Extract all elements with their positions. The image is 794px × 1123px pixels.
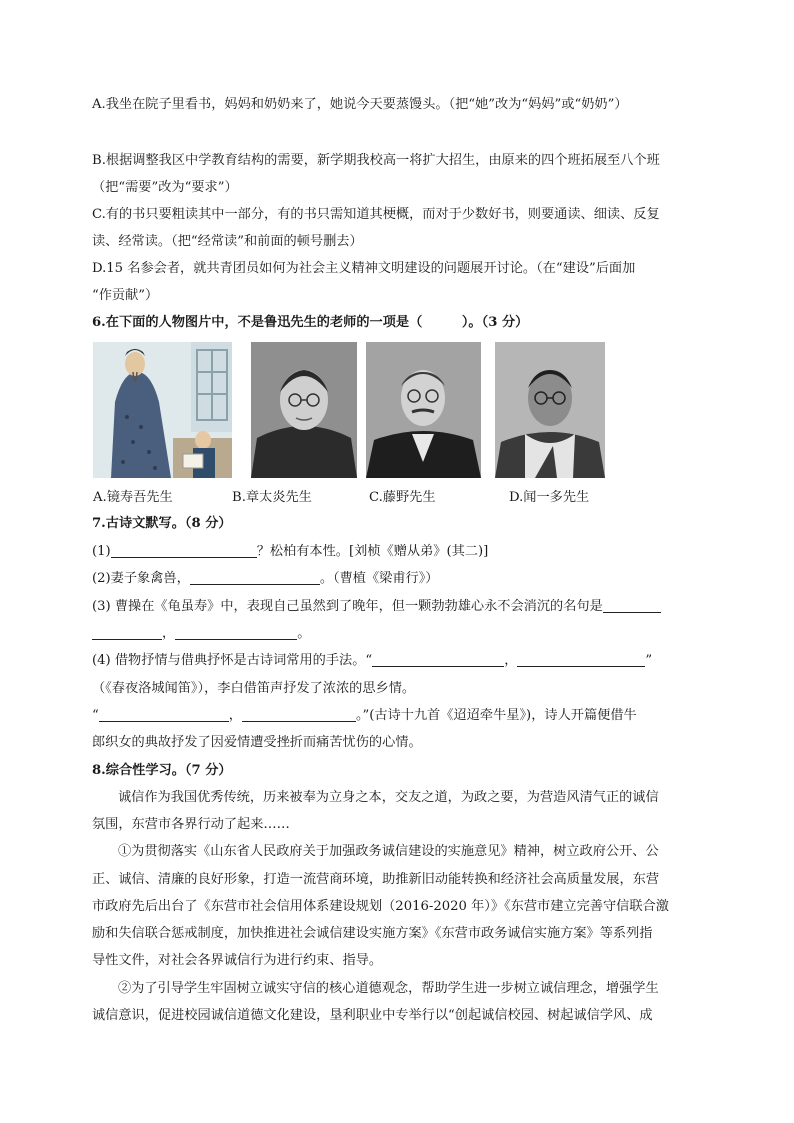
q7-line-1 <box>92 543 700 561</box>
q7-line-6 <box>92 707 700 725</box>
q7-line-4 <box>92 652 700 670</box>
answer-blank[interactable] <box>111 543 257 558</box>
q8-para-2-line3: 市政府先后出台了《东营市社会信用体系建设规划（2016-2020 年）》《东营市建立完善守信联合激 <box>92 899 669 914</box>
answer-blank[interactable] <box>372 652 504 667</box>
q8-para-2-line2: 正、诚信、清廉的良好形象，打造一流营商环境，助推新旧动能转换和经济社会高质量发展，东营 <box>92 872 660 887</box>
q8-para-3-line1: ②为了引导学生牢固树立诚实守信的核心道德观念，帮助学生进一步树立诚信理念，增强学生 <box>118 981 659 996</box>
answer-blank[interactable] <box>175 625 297 640</box>
option-c-line1: C.有的书只要粗读其中一部分，有的书只需知道其梗概，而对于少数好书，则要通读、细读、反复 <box>92 207 660 222</box>
q7-l1-prefix: (1) <box>92 544 111 559</box>
option-c-line2: 读、经常读。（把“经常读”和前面的顿号删去） <box>92 234 363 249</box>
q7-l2-suffix: 。（曹植《梁甫行》） <box>319 571 439 586</box>
answer-blank[interactable] <box>517 652 645 667</box>
photo-d-portrait <box>495 342 605 478</box>
caption-b: B.章太炎先生 <box>232 490 312 505</box>
q7-l3b-sep: ， <box>162 626 176 641</box>
q7-l2-prefix: (2)妻子象禽兽， <box>92 571 190 586</box>
q7-line-2 <box>92 570 700 588</box>
q8-para-1-line2: 氛围，东营市各界行动了起来…… <box>92 817 290 832</box>
q7-l6-open: “ <box>92 708 99 723</box>
q7-l6-sep: ， <box>228 708 242 723</box>
q8-para-2-line5: 导性文件，对社会各界诚信行为进行约束、指导。 <box>92 953 383 968</box>
caption-c: C.藤野先生 <box>369 490 436 505</box>
question-8-title: 8.综合性学习。（7 分） <box>92 763 232 778</box>
answer-blank[interactable] <box>92 625 162 640</box>
q7-line-7: 郎织女的典故抒发了因爱情遭受挫折而痛苦忧伤的心情。 <box>92 735 422 750</box>
q8-para-2-line4: 励和失信联合惩戒制度，加快推进社会诚信建设实施方案》《东营市政务诚信实施方案》等系列指 <box>92 926 653 941</box>
q7-l4-sep: ， <box>504 653 518 668</box>
q7-l6-end: 。”(古诗十九首《迢迢牵牛星》)，诗人开篇便借牛 <box>355 708 637 723</box>
q8-para-2-line1: ①为贯彻落实《山东省人民政府关于加强政务诚信建设的实施意见》精神，树立政府公开、公 <box>118 844 659 859</box>
q8-para-1-line1: 诚信作为我国优秀传统，历来被奉为立身之本，交友之道，为政之要，为营造风清气正的诚信 <box>118 790 659 805</box>
photo-b-portrait <box>251 342 357 478</box>
answer-blank[interactable] <box>242 707 356 722</box>
option-d-line1: D.15 名参会者，就共青团员如何为社会主义精神文明建设的问题展开讨论。（在“建设”后面加 <box>92 261 636 276</box>
q8-para-3-line2: 诚信意识，促进校园诚信道德文化建设，垦利职业中专举行以“创起诚信校园、树起诚信学风、成 <box>92 1008 653 1023</box>
q7-l3-text: (3) 曹操在《龟虽寿》中，表现自己虽然到了晚年，但一颗勃勃雄心永不会消沉的名句是 <box>92 599 603 614</box>
caption-a: A.镜寿吾先生 <box>93 490 173 505</box>
q7-l1-suffix: ？松柏有本性。[刘桢《赠从弟》(其二)] <box>256 544 489 559</box>
q7-line-5: （《春夜洛城闻笛》），李白借笛声抒发了浓浓的思乡情。 <box>92 681 416 696</box>
q7-l4-prefix: (4) 借物抒情与借典抒怀是古诗词常用的手法。“ <box>92 653 373 668</box>
q7-line-3b <box>92 625 700 643</box>
q7-l4-end: ” <box>645 653 653 668</box>
question-6-title: 6.在下面的人物图片中，不是鲁迅先生的老师的一项是（ ）。（3 分） <box>92 315 529 330</box>
option-d-line2: “作贡献”） <box>92 288 159 303</box>
option-a: A.我坐在院子里看书，妈妈和奶奶来了，她说今天要蒸馒头。（把“她”改为“妈妈”或“奶奶”） <box>92 97 628 112</box>
option-b-line2: （把“需要”改为“要求”） <box>92 180 238 195</box>
q7-l3b-end: 。 <box>297 626 311 641</box>
question-7-title: 7.古诗文默写。（8 分） <box>92 516 232 531</box>
photo-a-illustration <box>93 342 232 478</box>
answer-blank[interactable] <box>603 598 661 613</box>
answer-blank[interactable] <box>99 707 229 722</box>
caption-d: D.闻一多先生 <box>509 490 590 505</box>
option-b-line1: B.根据调整我区中学教育结构的需要，新学期我校高一将扩大招生，由原来的四个班拓展至八个班 <box>92 153 660 168</box>
answer-blank[interactable] <box>190 570 320 585</box>
photo-c-portrait <box>366 342 481 478</box>
q7-line-3 <box>92 598 700 616</box>
